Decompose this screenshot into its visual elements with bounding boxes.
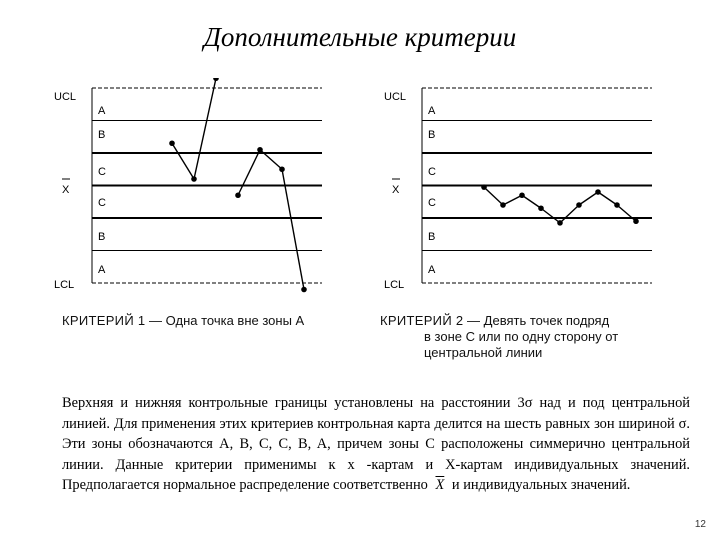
zone-label-c-bottom: C — [428, 197, 436, 209]
page-number: 12 — [694, 519, 706, 530]
criterion-2-line-3: центральной линии — [424, 345, 543, 360]
criterion-1-label: КРИТЕРИЙ 1 — [62, 313, 146, 328]
body-paragraph — [62, 393, 690, 496]
criterion-2-dash: — — [467, 313, 481, 328]
criterion-2-label: КРИТЕРИЙ 2 — [380, 313, 464, 328]
series-segment — [579, 192, 598, 205]
data-point — [576, 202, 582, 208]
criterion-2-text: Девять точек подряд — [483, 313, 610, 328]
series-segment — [598, 192, 617, 205]
data-point — [557, 220, 563, 226]
lcl-label: LCL — [384, 279, 405, 291]
zone-label-a-bottom: A — [98, 264, 106, 276]
body-text-end: и индивидуальных значений. — [451, 477, 631, 493]
series-segment — [484, 187, 503, 205]
series-segment — [282, 169, 304, 289]
zone-label-b-bottom: B — [98, 231, 106, 243]
zone-label-c-bottom: C — [98, 197, 106, 209]
zone-label-c-top: C — [98, 166, 106, 178]
zone-label-c-top: C — [428, 166, 436, 178]
zone-label-b-top: B — [428, 129, 436, 141]
data-point — [191, 176, 197, 182]
x-bar-symbol: $\overline{X}$ — [435, 477, 445, 493]
control-chart-2 — [378, 78, 668, 300]
zone-label-b-bottom: B — [428, 231, 436, 243]
criterion-1-dash: — — [149, 313, 163, 328]
ucl-label: UCL — [384, 91, 407, 103]
series-segment — [522, 195, 541, 208]
data-point — [614, 202, 620, 208]
body-text-main: Верхняя и нижняя контрольные границы установлены на расстоянии 3σ над и под центральной линией. Для применения этих критериев контрольная карта делится на шесть равных зон шириной σ. Эти зоны обозначаются A, B, C, C, B, A, причем зоны C расположены симмерично центральной линии. Данные критерии применимы к x -картам и X-картам индивидуальных значений. Предполагается нормальное распределение соответственно — [62, 395, 690, 493]
center-label-text: X — [392, 184, 400, 196]
data-point — [538, 205, 544, 211]
data-point — [481, 184, 487, 190]
center-label-text: X — [62, 184, 70, 196]
data-point — [257, 147, 263, 153]
center-label — [392, 179, 400, 196]
data-point — [595, 189, 601, 195]
zone-label-a-top: A — [428, 105, 436, 117]
criterion-2-line-2: в зоне C или по одну сторону от — [424, 329, 619, 344]
series-segment — [194, 78, 216, 179]
control-chart-1 — [48, 78, 338, 300]
chart-2-caption — [380, 313, 670, 361]
data-point — [301, 287, 307, 293]
data-point — [213, 78, 219, 81]
series-segment — [172, 143, 194, 179]
series-segment — [238, 150, 260, 196]
data-point — [279, 166, 285, 172]
series-segment — [560, 205, 579, 223]
zone-label-a-bottom: A — [428, 264, 436, 276]
zone-label-a-top: A — [98, 105, 106, 117]
data-point — [235, 192, 241, 198]
data-point — [633, 218, 639, 224]
page-title: Дополнительные критерии — [203, 22, 517, 52]
zone-label-b-top: B — [98, 129, 106, 141]
data-point — [169, 140, 175, 146]
ucl-label: UCL — [54, 91, 77, 103]
center-label — [62, 179, 70, 196]
chart-1-caption — [62, 313, 304, 329]
criterion-1-text: Одна точка вне зоны А — [165, 313, 305, 328]
series-segment — [503, 195, 522, 205]
data-point — [519, 192, 525, 198]
series-segment — [541, 208, 560, 223]
data-point — [500, 202, 506, 208]
lcl-label: LCL — [54, 279, 75, 291]
